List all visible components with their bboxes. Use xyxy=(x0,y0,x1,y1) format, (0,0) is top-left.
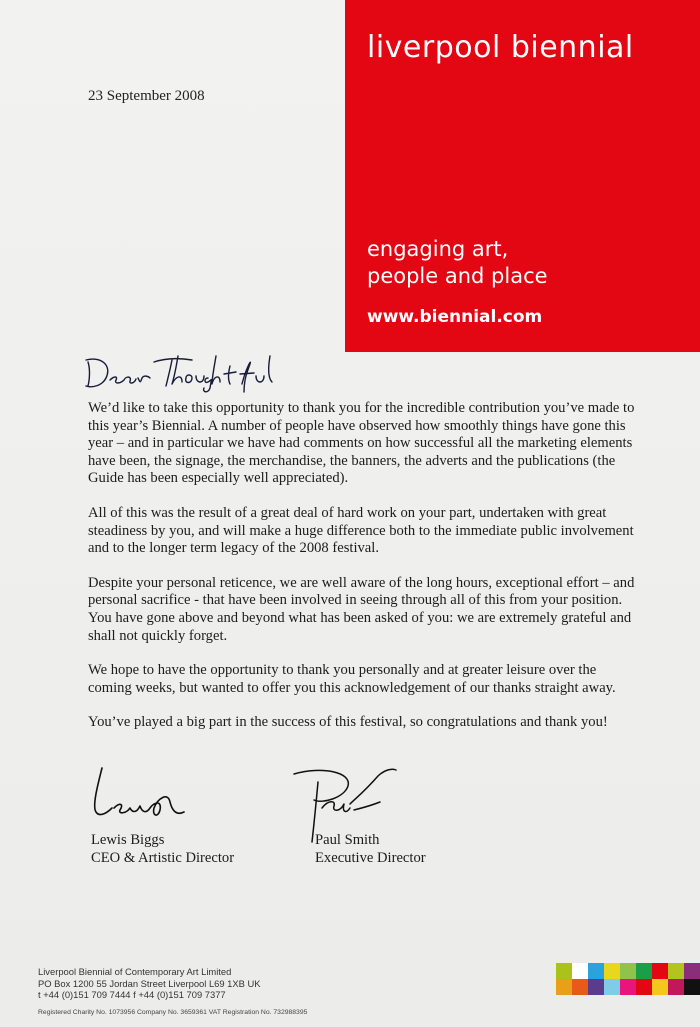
color-swatch xyxy=(572,963,588,979)
letter-date: 23 September 2008 xyxy=(88,88,205,104)
color-swatch xyxy=(556,979,572,995)
website-link[interactable]: www.biennial.com xyxy=(367,307,543,327)
color-swatch xyxy=(556,963,572,979)
footer-phone: t +44 (0)151 709 7444 f +44 (0)151 709 7377 xyxy=(38,989,226,1000)
letterhead-footer xyxy=(38,966,307,1018)
color-swatch xyxy=(668,963,684,979)
color-swatch xyxy=(652,979,668,995)
signatory-name: Paul Smith xyxy=(315,832,380,848)
signatory-title: CEO & Artistic Director xyxy=(91,849,235,866)
color-swatch xyxy=(684,979,700,995)
handwritten-salutation xyxy=(80,348,300,396)
signatory-block-2 xyxy=(315,832,426,867)
color-swatch xyxy=(636,979,652,995)
footer-registration: Registered Charity No. 1073956 Company No. 3659361 VAT Registration No. 732988395 xyxy=(38,1008,308,1016)
color-swatch xyxy=(620,979,636,995)
signatory-name: Lewis Biggs xyxy=(91,832,165,848)
signature-lewis-biggs xyxy=(88,762,198,832)
color-swatch xyxy=(620,963,636,979)
body-paragraph-1: We’d like to take this opportunity to thank you for the incredible contribution you’ve made to this year’s Biennial. A number of people have observed how smoothly things have gone this year – and in particular we have had comments on how successful all the marketing elements have been, the signage, the merchandise, the banners, the adverts and the publications (the Guide has been especially well appreciated). xyxy=(88,400,635,487)
color-swatch xyxy=(636,963,652,979)
color-swatch xyxy=(588,979,604,995)
color-swatch xyxy=(604,979,620,995)
body-paragraph-2: All of this was the result of a great deal of hard work on your part, undertaken with great steadiness by you, and will make a huge difference both to the immediate public involvement and to the longer term legacy of the 2008 festival. xyxy=(88,504,634,557)
footer-company: Liverpool Biennial of Contemporary Art Limited xyxy=(38,966,232,977)
brand-logo-text: liverpool biennial xyxy=(367,30,634,65)
body-paragraph-5: You’ve played a big part in the success of this festival, so congratulations and thank you! xyxy=(88,714,608,731)
color-swatch xyxy=(604,963,620,979)
tagline-line-1: engaging art, xyxy=(367,237,509,261)
signatory-block-1 xyxy=(91,832,234,867)
brand-tagline xyxy=(367,236,548,290)
color-swatch-strip xyxy=(556,963,700,995)
footer-address: PO Box 1200 55 Jordan Street Liverpool L69 1XB UK xyxy=(38,977,261,989)
signatory-title: Executive Director xyxy=(315,849,426,866)
color-swatch xyxy=(588,963,604,979)
color-swatch xyxy=(652,963,668,979)
letter-body xyxy=(88,400,636,749)
tagline-line-2: people and place xyxy=(367,264,548,288)
body-paragraph-4: We hope to have the opportunity to thank you personally and at greater leisure over the coming weeks, but wanted to offer you this acknowledgement of our thanks straight away. xyxy=(88,662,616,696)
color-swatch xyxy=(684,963,700,979)
brand-panel xyxy=(345,0,700,352)
color-swatch xyxy=(572,979,588,995)
body-paragraph-3: Despite your personal reticence, we are well aware of the long hours, exceptional effort – and personal sacrifice - that have been involved in seeing through all of this from your position. You have gone above and beyond what has been asked of you: we are extremely grateful and shall not quickly forget. xyxy=(88,574,635,644)
color-swatch xyxy=(668,979,684,995)
